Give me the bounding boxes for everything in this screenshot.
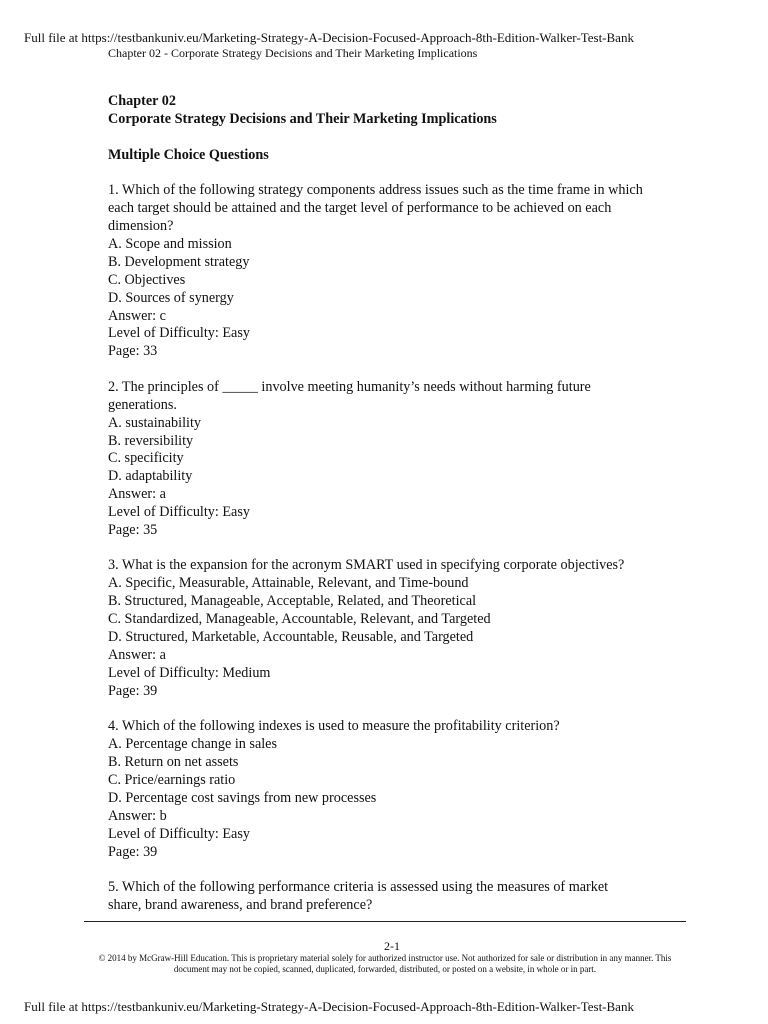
answer-key: Answer: a bbox=[108, 646, 166, 663]
answer-option: D. Structured, Marketable, Accountable, Reusable, and Targeted bbox=[108, 629, 474, 646]
footer-url-line: Full file at https://testbankuniv.eu/Marketing-Strategy-A-Decision-Focused-Approach-8th-Edition-Walker-Test-Bank bbox=[24, 999, 634, 1014]
question-text: generations. bbox=[108, 396, 177, 413]
answer-option: C. Price/earnings ratio bbox=[108, 771, 236, 788]
document-body bbox=[108, 93, 708, 915]
chapter-title: Corporate Strategy Decisions and Their Marketing Implications bbox=[108, 110, 497, 127]
difficulty-level: Level of Difficulty: Easy bbox=[108, 825, 250, 842]
question-5 bbox=[108, 879, 708, 915]
question-1 bbox=[108, 182, 708, 361]
answer-option: A. sustainability bbox=[108, 414, 202, 431]
question-text: 3. What is the expansion for the acronym SMART used in specifying corporate objectives? bbox=[108, 557, 625, 574]
difficulty-level: Level of Difficulty: Medium bbox=[108, 664, 271, 681]
footer-divider bbox=[84, 921, 686, 922]
question-4 bbox=[108, 718, 708, 861]
question-text: 5. Which of the following performance criteria is assessed using the measures of market bbox=[108, 878, 609, 895]
difficulty-level: Level of Difficulty: Easy bbox=[108, 504, 250, 521]
question-text: each target should be attained and the target level of performance to be achieved on each bbox=[108, 200, 612, 217]
header-url-line: Full file at https://testbankuniv.eu/Marketing-Strategy-A-Decision-Focused-Approach-8th-Edition-Walker-Test-Bank bbox=[24, 30, 634, 45]
difficulty-level: Level of Difficulty: Easy bbox=[108, 325, 250, 342]
answer-option: B. Structured, Manageable, Acceptable, Related, and Theoretical bbox=[108, 593, 477, 610]
question-text: 1. Which of the following strategy components address issues such as the time frame in which bbox=[108, 182, 643, 199]
page-reference: Page: 39 bbox=[108, 843, 158, 860]
question-2 bbox=[108, 379, 708, 540]
answer-key: Answer: b bbox=[108, 807, 167, 824]
question-text: dimension? bbox=[108, 218, 174, 235]
answer-option: B. Return on net assets bbox=[108, 754, 239, 770]
chapter-number: Chapter 02 bbox=[108, 93, 176, 109]
answer-option: B. Development strategy bbox=[108, 253, 250, 270]
answer-option: A. Specific, Measurable, Attainable, Relevant, and Time-bound bbox=[108, 575, 469, 592]
answer-option: C. Standardized, Manageable, Accountable, Relevant, and Targeted bbox=[108, 611, 491, 628]
running-header: Chapter 02 - Corporate Strategy Decisions and Their Marketing Implications bbox=[108, 46, 478, 60]
question-text: 2. The principles of _____ involve meeting humanity’s needs without harming future bbox=[108, 378, 591, 395]
question-3 bbox=[108, 557, 708, 700]
answer-option: D. adaptability bbox=[108, 468, 193, 485]
answer-option: B. reversibility bbox=[108, 432, 194, 449]
answer-option: A. Scope and mission bbox=[108, 235, 232, 252]
answer-option: A. Percentage change in sales bbox=[108, 736, 277, 753]
answer-option: C. Objectives bbox=[108, 271, 186, 288]
answer-key: Answer: a bbox=[108, 486, 166, 503]
copyright-notice: © 2014 by McGraw-Hill Education. This is proprietary material solely for authorized instructor use. Not authorized for sale or distribution in any manner. This document may not be copied, scanned, duplicated, forwarded, distributed, or posted on a website, in whole or in part. bbox=[98, 953, 672, 974]
answer-key: Answer: c bbox=[108, 307, 166, 324]
section-title: Multiple Choice Questions bbox=[108, 146, 269, 163]
page-reference: Page: 35 bbox=[108, 522, 158, 539]
answer-option: C. specificity bbox=[108, 450, 184, 467]
question-text: 4. Which of the following indexes is used to measure the profitability criterion? bbox=[108, 718, 560, 735]
answer-option: D. Percentage cost savings from new processes bbox=[108, 789, 377, 806]
page-reference: Page: 39 bbox=[108, 682, 158, 699]
answer-option: D. Sources of synergy bbox=[108, 289, 234, 306]
page-reference: Page: 33 bbox=[108, 343, 158, 360]
question-text: share, brand awareness, and brand preference? bbox=[108, 896, 373, 913]
page-number: 2-1 bbox=[384, 939, 400, 953]
